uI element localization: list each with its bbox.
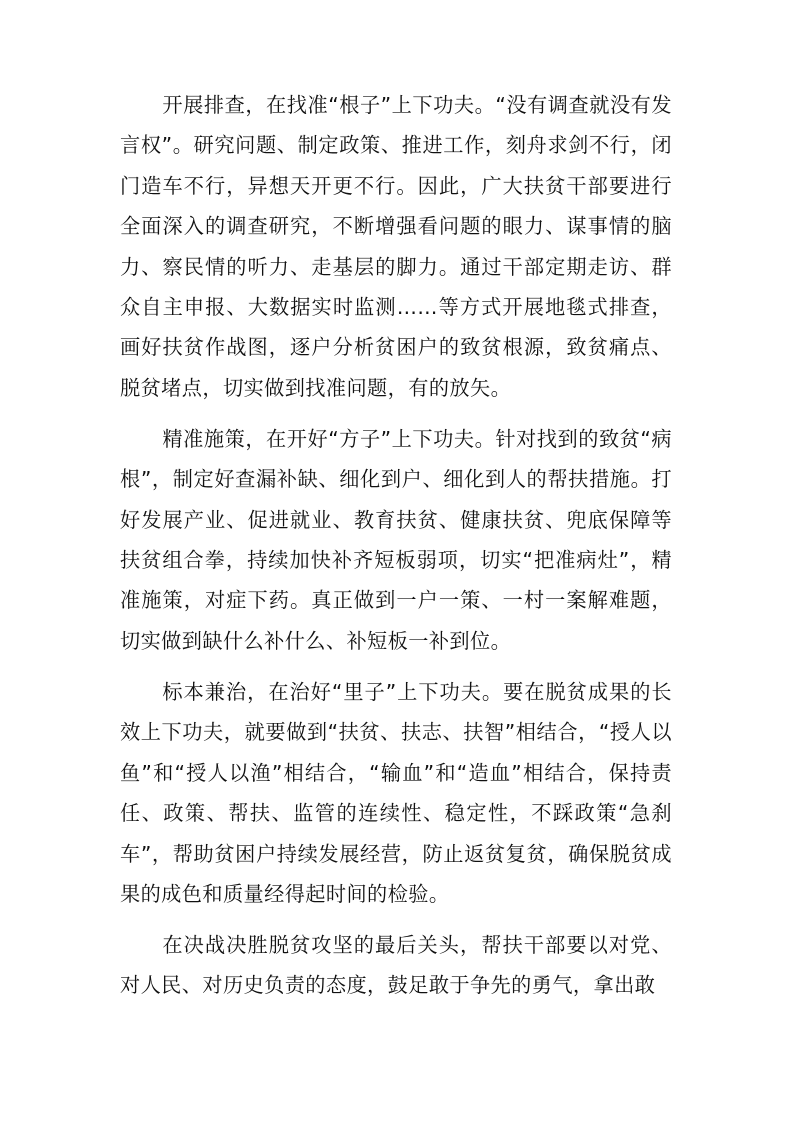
document-body xyxy=(120,85,672,1016)
paragraph-precise-policy: 精准施策，在开好“方子”上下功夫。针对找到的致贫“病根”，制定好查漏补缺、细化到户、细化到人的帮扶措施。打好发展产业、促进就业、教育扶贫、健康扶贫、兜底保障等扶贫组合拳，持续加快补齐短板弱项，切实“把准病灶”，精准施策，对症下药。真正做到一户一策、一村一案解难题，切实做到缺什么补什么、补短板一补到位。 xyxy=(120,426,672,653)
paragraph-investigation: 开展排查，在找准“根子”上下功夫。“没有调查就没有发言权”。研究问题、制定政策、推进工作，刻舟求剑不行，闭门造车不行，异想天开更不行。因此，广大扶贫干部要进行全面深入的调查研究，不断增强看问题的眼力、谋事情的脑力、察民情的听力、走基层的脚力。通过干部定期走访、群众自主申报、大数据实时监测……等方式开展地毯式排查，画好扶贫作战图，逐户分析贫困户的致贫根源，致贫痛点、脱贫堵点，切实做到找准问题，有的放矢。 xyxy=(120,93,672,400)
paragraph-root-cause: 标本兼治，在治好“里子”上下功夫。要在脱贫成果的长效上下功夫，就要做到“扶贫、扶志、扶智”相结合，“授人以鱼”和“授人以渔”相结合，“输血”和“造血”相结合，保持责任、政策、帮扶、监管的连续性、稳定性，不踩政策“急刹车”，帮助贫困户持续发展经营，防止返贫复贫，确保脱贫成果的成色和质量经得起时间的检验。 xyxy=(120,679,672,906)
paragraph-final-stage: 在决战决胜脱贫攻坚的最后关头，帮扶干部要以对党、对人民、对历史负责的态度，鼓足敢于争先的勇气，拿出敢 xyxy=(120,932,672,998)
